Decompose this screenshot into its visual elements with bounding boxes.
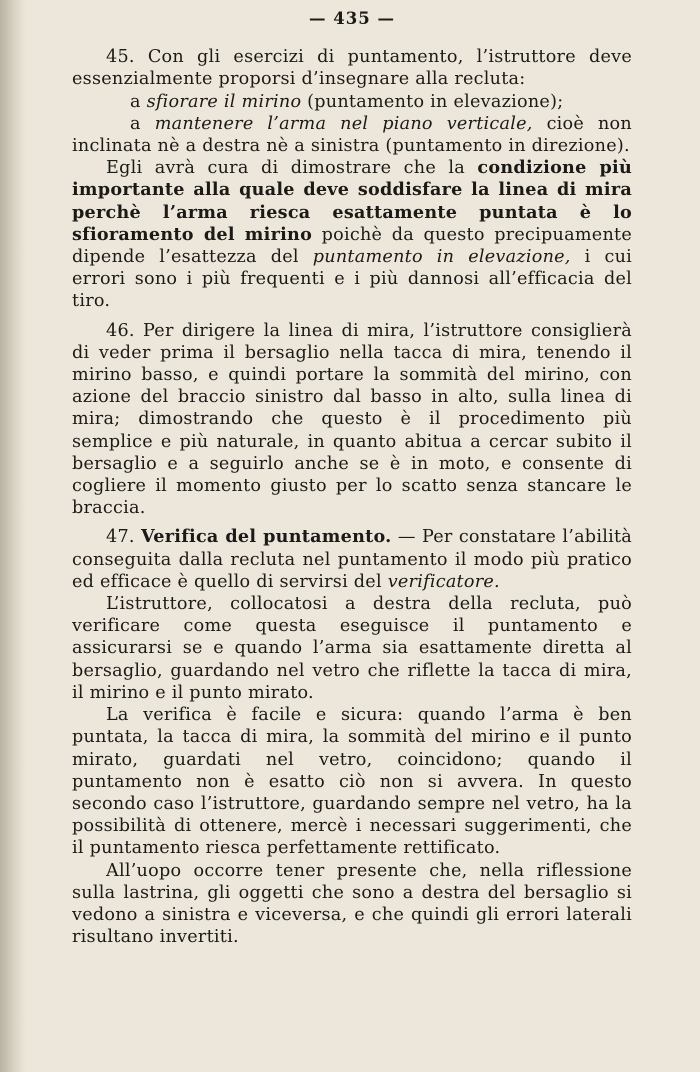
p2-bold-statement: condizione più importante alla quale deve soddisfare la linea di mira perchè l’arma riesca esattamente puntata è lo sfioramento del mirino <box>72 157 632 245</box>
p2-mid: poichè da questo precipuamente dipende l’esattezza del <box>72 224 633 268</box>
section-47-number: 47. <box>106 527 135 548</box>
item-1-emphasis: sfiorare il mirino <box>146 91 302 112</box>
page-edge-shadow <box>0 0 26 1072</box>
p47-emphasis: verificatore. <box>387 571 500 592</box>
paragraph-47-3: La verifica è facile e sicura: quando l’arma è ben puntata, la tacca di mira, la sommità del mirino e il punto mirato, guardati nel vetro, coincidono; quando il puntamento non è esatto ciò non si avvera. In questo secondo caso l’istruttore, guardando sempre nel vetro, ha la possibilità di ottenere, mercè i necessari suggerimenti, che il puntamento riesca perfettamente rettificato. <box>72 705 632 859</box>
paragraph-45-item-1 <box>72 91 632 113</box>
paragraph-47-intro <box>72 526 632 593</box>
section-47-heading: Verifica del puntamento. <box>141 526 392 548</box>
p2-end: i cui errori sono i più frequenti e i più dannosi all’efficacia del tiro. <box>72 247 633 312</box>
paragraph-47-4: All’uopo occorre tener presente che, nella riflessione sulla lastrina, gli oggetti che sono a destra del bersaglio si vedono a sinistra e viceversa, e che quindi gli errori laterali risultano invertiti. <box>72 860 632 948</box>
paragraph-45-intro: 45. Con gli esercizi di puntamento, l’istruttore deve essenzialmente proporsi d’insegnare alla recluta: <box>72 47 632 90</box>
book-page <box>72 8 632 948</box>
item-2-prefix: a <box>130 113 141 134</box>
p2-emphasis: puntamento in elevazione, <box>312 247 571 268</box>
page-number: — 435 — <box>309 9 395 28</box>
item-1-rest: (puntamento in elevazione); <box>307 91 564 112</box>
paragraph-45-item-2 <box>72 113 632 157</box>
paragraph-46: 46. Per dirigere la linea di mira, l’istruttore consiglierà di veder prima il bersaglio nella tacca di mira, tenendo il mirino basso, e quindi portare la sommità del mirino, con azione del braccio sinistro dal basso in alto, sulla linea di mira; dimostrando che questo è il procedimento più semplice e più naturale, in quanto abitua a cercar subito il bersaglio e a seguirlo anche se è in moto, e consente di cogliere il momento giusto per lo scatto senza stancare le braccia. <box>72 320 632 519</box>
paragraph-45-body <box>72 157 632 312</box>
p2-start: Egli avrà cura di dimostrare che la <box>106 158 466 179</box>
p47-rest: — Per constatare l’abilità conseguita dalla recluta nel puntamento il modo più pratico ed efficace è quello di servirsi del <box>72 527 633 592</box>
item-1-prefix: a <box>130 91 141 112</box>
item-2-emphasis: mantenere l’arma nel piano verticale, <box>154 113 533 134</box>
paragraph-47-2: L’istruttore, collocatosi a destra della recluta, può verificare come questa eseguisce il puntamento e assicurarsi se e quando l’arma sia esattamente diretta al bersaglio, guardando nel vetro che riflette la tacca di mira, il mirino e il punto mirato. <box>72 594 632 703</box>
item-2-rest: cioè non inclinata nè a destra nè a sinistra (puntamento in direzione). <box>72 113 632 157</box>
